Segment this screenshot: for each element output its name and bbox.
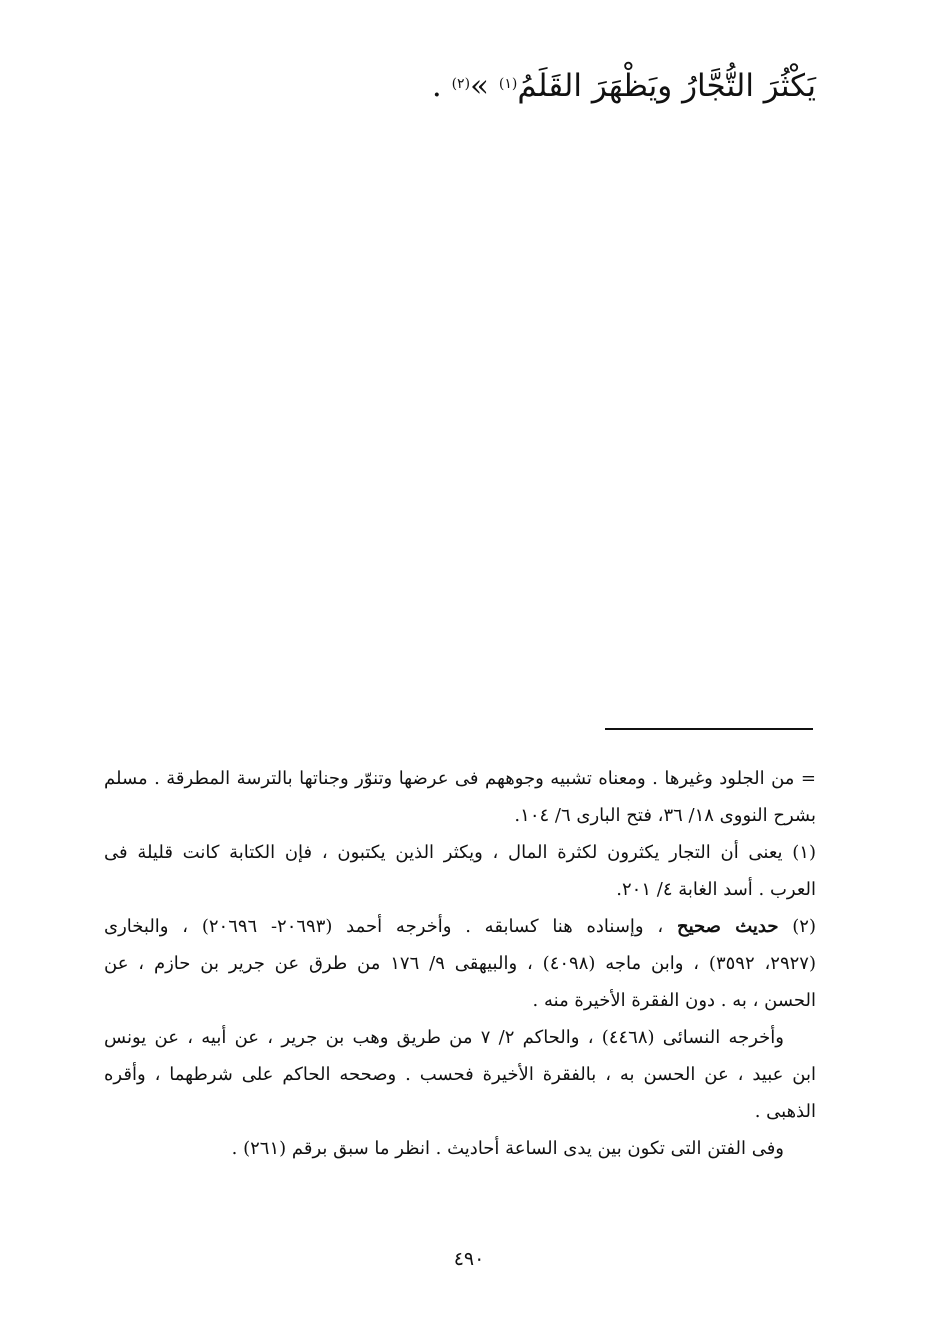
closing-quote: » bbox=[470, 68, 489, 104]
footnotes-block bbox=[104, 760, 816, 1167]
footnote-2-para-3-line-1: وفى الفتن التى تكون بين يدى الساعة أحاديث . انظر ما سبق برقم (٢٦١) . bbox=[231, 1138, 784, 1159]
footnote-2-para-2-line-3: الذهبى . bbox=[754, 1101, 816, 1122]
footnote-2-para-2-line-1: وأخرجه النسائى (٤٤٦٨) ، والحاكم ٢/ ٧ من طريق وهب بن جرير ، عن أبيه ، عن يونس bbox=[104, 1027, 784, 1048]
footnote-2-para-2-line-2: ابن عبيد ، عن الحسن به ، بالفقرة الأخيرة فحسب . وصححه الحاكم على شرطهما ، وأقره bbox=[104, 1064, 816, 1085]
footnote-ref-1: (١) bbox=[498, 76, 518, 92]
main-text-line bbox=[256, 62, 816, 110]
main-text: يَكْثُرَ التُّجَّارُ ويَظْهَرَ القَلَمُ bbox=[517, 68, 816, 104]
footnote-1-line-2: العرب . أسد الغابة ٤/ ٢٠١. bbox=[616, 879, 816, 900]
footnote-2-line-2: (٢٩٢٧، ٣٥٩٢) ، وابن ماجه (٤٠٩٨) ، والبيهقى ٩/ ١٧٦ من طرق عن جرير بن حازم ، عن bbox=[104, 953, 816, 974]
footnote-2-line-1-rest: ، وإسناده هنا كسابقه . وأخرجه أحمد (٢٠٦٩٣- ٢٠٦٩٦) ، والبخارى bbox=[104, 916, 664, 937]
footnote-continuation-line-1: = من الجلود وغيرها . ومعناه تشبيه وجوههم فى عرضها وتنوّر وجناتها بالترسة المطرقة . مسلم bbox=[104, 768, 816, 789]
footnote-1-line-1: (١) يعنى أن التجار يكثرون لكثرة المال ، ويكثر الذين يكتبون ، فإن الكتابة كانت قليلة فى bbox=[104, 842, 816, 863]
footnote-ref-2: (٢) bbox=[451, 76, 471, 92]
footnote-2-marker: (٢) bbox=[792, 916, 816, 937]
footnote-2-line-3: الحسن ، به . دون الفقرة الأخيرة منه . bbox=[532, 990, 816, 1011]
footnote-separator bbox=[605, 728, 813, 730]
footnote-continuation-line-2: بشرح النووى ١٨/ ٣٦، فتح البارى ٦/ ١٠٤. bbox=[514, 805, 816, 826]
footnote-2-grade: حديث صحيح bbox=[676, 916, 779, 937]
footnote-2-line-1 bbox=[104, 908, 816, 945]
page-number: ٤٩٠ bbox=[453, 1248, 485, 1270]
end-period: . bbox=[431, 68, 442, 104]
